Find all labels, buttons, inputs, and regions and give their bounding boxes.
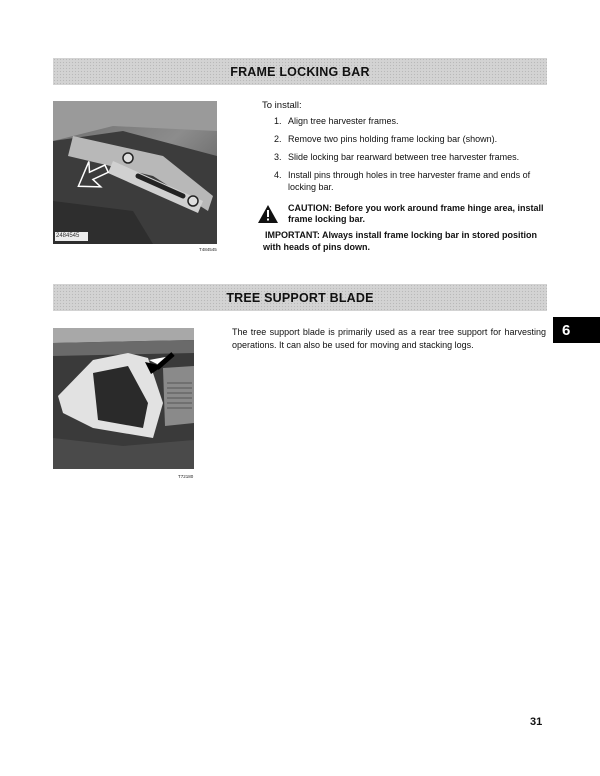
tree-support-blade-photo [53,328,194,469]
warning-icon [258,205,278,228]
list-item [262,116,547,128]
install-intro: To install: [262,100,302,111]
section-title: TREE SUPPORT BLADE [226,290,374,305]
caution-text: CAUTION: Before you work around frame hinge area, install frame locking bar. [288,203,544,224]
list-item [262,152,547,164]
section-header-tree-support-blade [53,284,547,311]
figure-code: T72180 [178,474,194,479]
step-text: Align tree harvester frames. [288,116,399,126]
step-text: Slide locking bar rearward between tree harvester frames. [288,152,520,162]
section-title: FRAME LOCKING BAR [230,64,370,79]
step-number: 2. [274,134,282,144]
list-item [262,134,547,146]
step-number: 4. [274,170,282,180]
photo-stamp: 2484545 [55,232,88,241]
step-number: 3. [274,152,282,162]
frame-locking-bar-photo [53,101,217,244]
page-number: 31 [530,716,543,728]
step-number: 1. [274,116,282,126]
list-item [262,170,547,193]
install-steps [262,116,547,200]
section-header-frame-locking-bar [53,58,547,85]
tree-support-blade-description: The tree support blade is primarily used as a rear tree support for harvesting operations. It can also be used for moving and stacking logs. [232,327,546,350]
important-note: IMPORTANT: Always install frame locking bar in stored position with heads of pins down. [263,230,538,252]
step-text: Remove two pins holding frame locking bar (shown). [288,134,498,144]
figure-code: T484545 [199,247,217,252]
section-tab: 6 [553,317,600,343]
step-text: Install pins through holes in tree harvester frame and ends of locking bar. [288,170,531,192]
